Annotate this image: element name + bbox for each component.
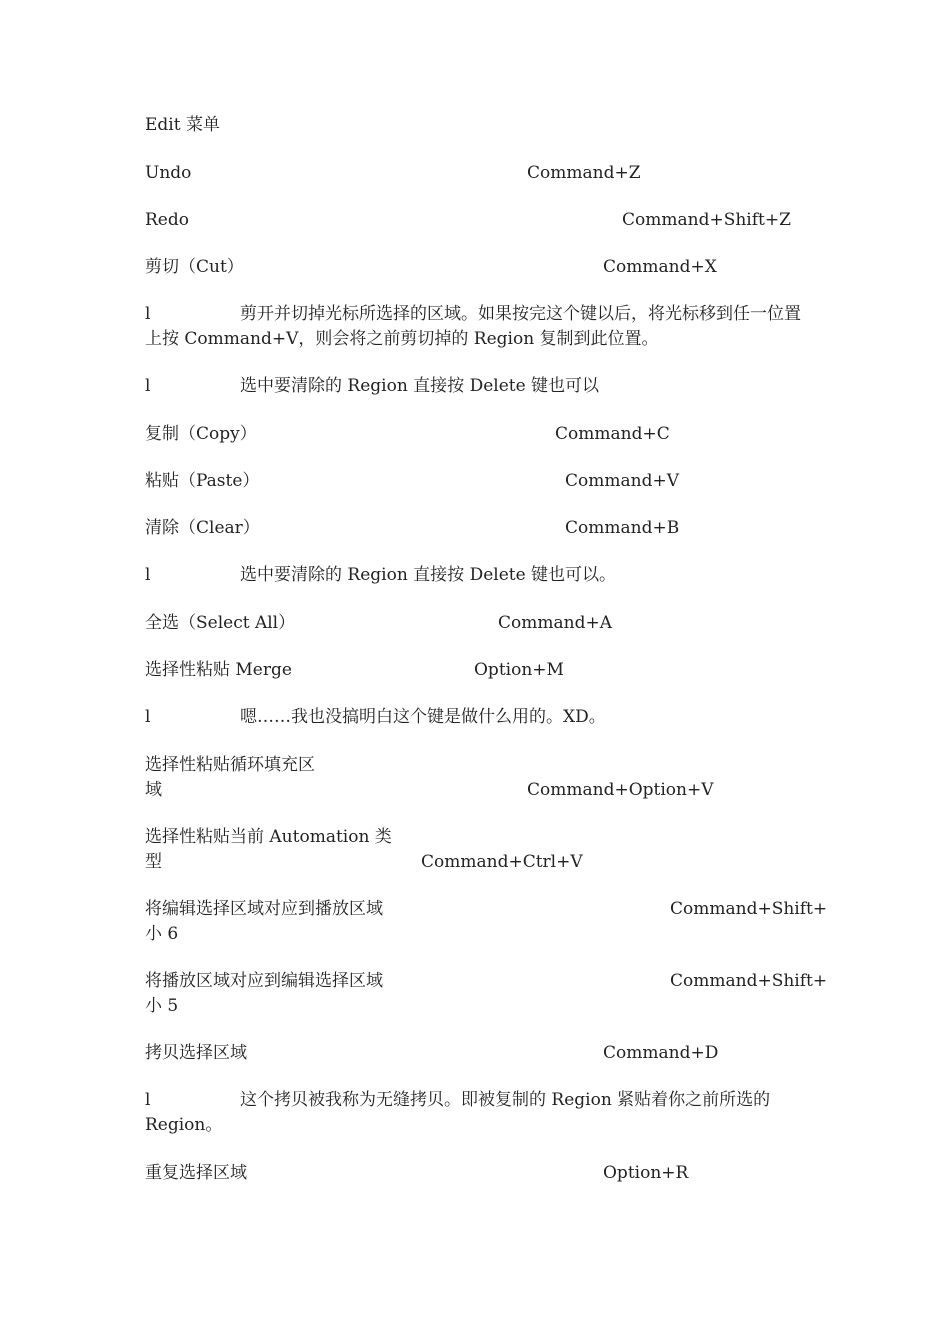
shortcut-text: Command+Ctrl+V (421, 852, 583, 872)
shortcut-text: Command+C (555, 424, 670, 444)
shortcut-text: Command+A (498, 613, 612, 633)
shortcut-text: Command+B (565, 518, 680, 538)
menu-item-label: 选择性粘贴当前 Automation 类 (145, 827, 392, 847)
menu-item-label-cont: 型 (145, 852, 162, 872)
menu-item-label-cont: 小 5 (145, 996, 179, 1016)
page-title: Edit 菜单 (145, 115, 220, 135)
note-text: 这个拷贝被我称为无缝拷贝。即被复制的 Region 紧贴着你之前所选的 Region。 (145, 1090, 771, 1135)
note-text: 选中要清除的 Region 直接按 Delete 键也可以 (240, 376, 600, 396)
menu-item-label: 将编辑选择区域对应到播放区域 (145, 899, 383, 919)
note-text: 选中要清除的 Region 直接按 Delete 键也可以。 (240, 565, 617, 585)
shortcut-text: Command+X (603, 257, 717, 277)
note-bullet: l (145, 565, 151, 585)
note-bullet: l (145, 376, 151, 396)
note-bullet: l (145, 707, 151, 727)
menu-item-label: Undo (145, 163, 192, 183)
note-text: 剪开并切掉光标所选择的区域。如果按完这个键以后，将光标移到任一位置上按 Command+V，则会将之前剪切掉的 Region 复制到此位置。 (145, 304, 801, 349)
menu-item-label-cont: 域 (145, 780, 162, 800)
note-bullet: l (145, 1090, 151, 1110)
shortcut-text: Command+Option+V (527, 780, 714, 800)
note-bullet: l (145, 304, 151, 324)
shortcut-text: Command+Z (527, 163, 641, 183)
note-text: 嗯……我也没搞明白这个键是做什么用的。XD。 (240, 707, 606, 727)
menu-item-label: 选择性粘贴循环填充区 (145, 755, 315, 775)
menu-item-label: 全选（Select All） (145, 613, 296, 633)
shortcut-text: Command+Shift+ (670, 899, 828, 919)
shortcut-text: Option+R (603, 1163, 689, 1183)
menu-item-label: 拷贝选择区域 (145, 1043, 247, 1063)
shortcut-text: Command+V (565, 471, 679, 491)
menu-item-label: 选择性粘贴 Merge (145, 660, 292, 680)
menu-item-label-cont: 小 6 (145, 924, 179, 944)
shortcut-text: Command+D (603, 1043, 719, 1063)
menu-item-label: 复制（Copy） (145, 424, 257, 444)
shortcut-text: Option+M (474, 660, 564, 680)
shortcut-text: Command+Shift+ (670, 971, 828, 991)
menu-item-label: 剪切（Cut） (145, 257, 244, 277)
menu-item-label: 将播放区域对应到编辑选择区域 (145, 971, 383, 991)
shortcut-text: Command+Shift+Z (622, 210, 791, 230)
menu-item-label: 清除（Clear） (145, 518, 260, 538)
menu-item-label: 重复选择区域 (145, 1163, 247, 1183)
menu-item-label: Redo (145, 210, 189, 230)
menu-item-label: 粘贴（Paste） (145, 471, 260, 491)
